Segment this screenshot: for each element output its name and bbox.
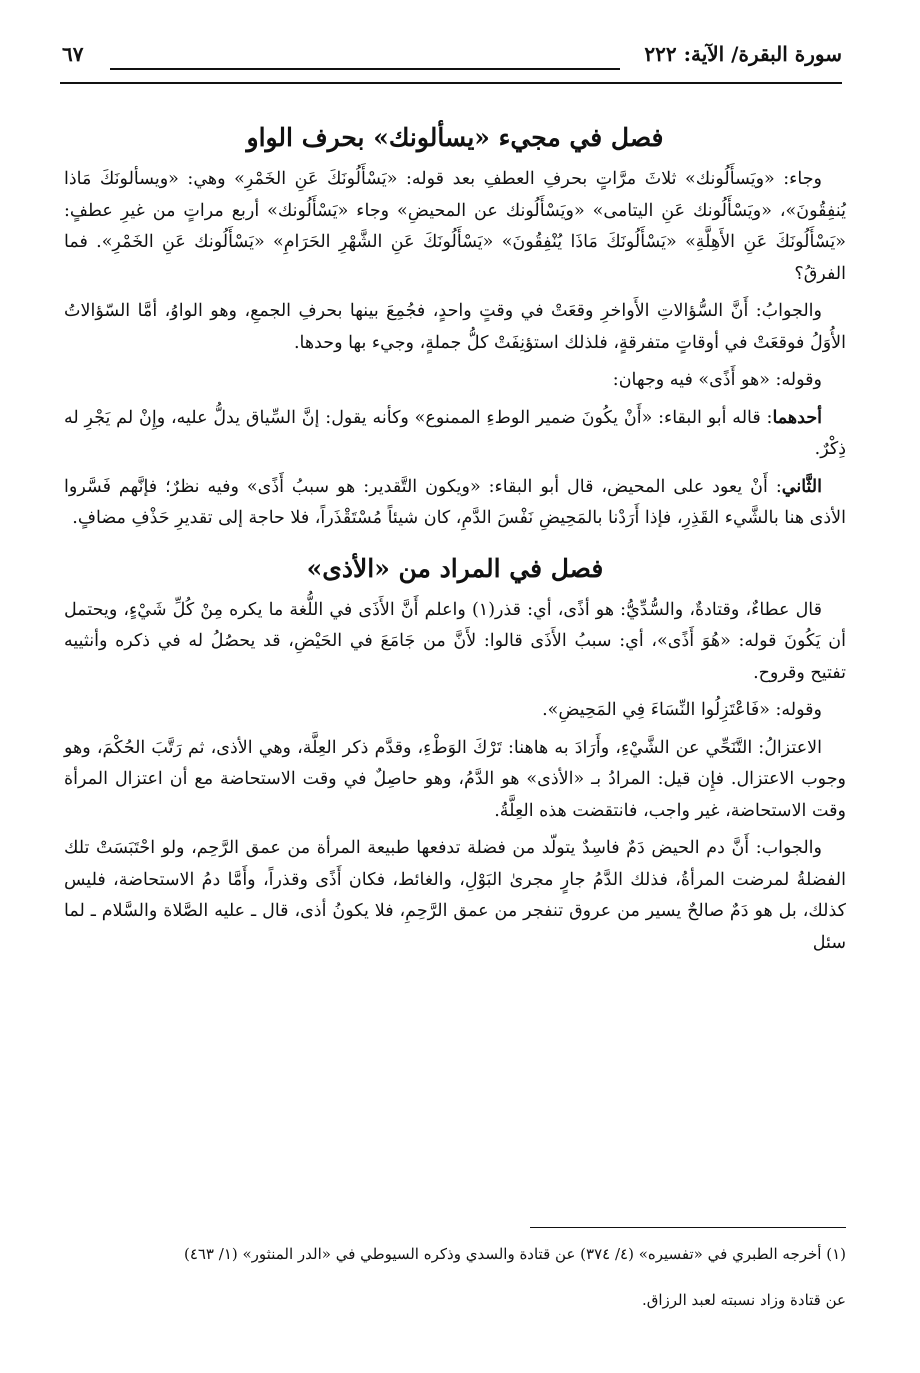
page-number: ٦٧ — [62, 42, 84, 66]
header-rule — [60, 82, 842, 84]
footnote-separator — [530, 1227, 846, 1228]
running-header — [60, 38, 842, 84]
section-title: فصل في المراد من «الأذى» — [306, 553, 604, 583]
paragraph-text: : أَنْ يعود على المحيض، قال أبو البقاء: «ويكون التَّقدير: هو سببُ أَذًى» وفيه نظرٌ؛ فإنَّهم فَسَّروا الأذى هنا بالشَّيء القَذِرِ، فإذا أَرَدْنا بالمَحِيضِ نَفْسَ الدَّمِ، كان شيئاً مُسْتَقْذَراً، فلا حاجة إلى تقديرِ حَذْفِ مضافٍ. — [64, 476, 846, 528]
paragraph: وقوله: «هو أَذًى» فيه وجهان: — [612, 370, 822, 390]
running-header-surah: سورة البقرة/ الآية: ٢٢٢ — [644, 42, 842, 66]
paragraph-text: : قاله أبو البقاء: «أَنْ يكُونَ ضمير الوطءِ الممنوع» وكأنه يقول: إنَّ السِّياق يدلُّ عليه، وإِنْ لم يَجْرِ له ذِكْرٌ. — [64, 407, 846, 459]
paragraph: وجاء: «ويَسأَلُونك» ثلاثَ مرَّاتٍ بحرفِ العطفِ بعد قوله: «يَسْأَلُونَكَ عَنِ الخَمْرِ» وهي: «ويسألونَكَ مَاذا يُنفِقُونَ»، «ويَسْأَلُونك عَنِ اليتامى» «ويَسْأَلُونك عن المحيضِ» وجاء «يَسْأَلُونك» أربع مراتٍ من غيرِ عطفٍ: «يَسْأَلُونَكَ عَنِ الأَهِلَّةِ» «يَسْأَلُونَكَ مَاذَا يُنْفِقُونَ» «يَسْأَلُونَكَ عَنِ الشَّهْرِ الحَرَامِ» «يَسْأَلُونك عَنِ الخَمْرِ». فما الفرقُ؟ — [64, 169, 846, 284]
paragraph — [64, 403, 846, 466]
footnotes — [64, 1240, 846, 1324]
footnote: (١) أخرجه الطبري في «تفسيره» (٤/ ٣٧٤) عن قتادة والسدي وذكره السيوطي في «الدر المنثور» (١/ ٤٦٣) — [183, 1245, 846, 1263]
paragraph: والجواب: أَنَّ دم الحيض دَمٌ فاسِدٌ يتولّد من فضلة تدفعها طبيعة المرأة من عمق الرَّحِم، ولو احْتَبَسَتْ تلك الفضلةُ لمرضت المرأةُ، فذلك الدَّمُ جارٍ مجرىٰ البَوْلِ، والغائط، فكان أَذًى وقذراً، وأَمَّا دمُ الاستحاضة، فليس كذلك، بل هو دَمٌ صالحٌ يسير من عروق تنفجر من عمق الرَّحِمِ، فلا يكونُ أذى، قال ـ عليه الصَّلاة والسَّلام ـ لما سئل — [64, 838, 846, 953]
paragraph — [64, 472, 846, 535]
section-title: فصل في مجيء «يسألونك» بحرف الواو — [246, 123, 664, 152]
paragraph-term: أحدهما — [772, 407, 822, 428]
header-leader-line — [110, 68, 620, 70]
footnote-continuation: عن قتادة وزاد نسبته لعبد الرزاق. — [641, 1291, 846, 1309]
paragraph: وقوله: «فَاعْتَزِلُوا النِّسَاءَ فِي المَحِيضِ». — [542, 700, 822, 720]
paragraph: قال عطاءٌ، وقتادةٌ، والسُّدِّيُّ: هو أذًى، أي: قذر(١) واعلم أَنَّ الأَذَى في اللُّغة ما يكره مِنْ كُلِّ شَيْءٍ، ويحتمل أن يَكُونَ قوله: «هُوَ أَذًى»، أي: سببُ الأَذَى قالوا: لأَنَّ من جَامَعَ في الحَيْضِ، قد يحصُلُ له في ذكره وأنثييه تفتيح وقروح. — [64, 599, 846, 683]
main-text — [64, 118, 846, 965]
paragraph: والجوابُ: أَنَّ السُّؤالاتِ الأَواخرِ وقعَتْ في وقتٍ واحدٍ، فجُمِعَ بينها بحرفِ الجمعِ، وهو الواوُ، أمَّا السّؤالاتُ الأُوَلُ فوقعَتْ في أوقاتٍ متفرقةٍ، فلذلك استؤنِفَتْ كلُّ جملةٍ، وجيء بها وحدها. — [64, 301, 846, 353]
paragraph: الاعتزالُ: التَّنَحِّي عن الشَّيْءِ، وأَرَادَ به هاهنا: تَرْكَ الوَطْءِ، وقدَّم ذكر العِلَّة، وهي الأذى، ثم رَتَّبَ الحُكْمَ، وهو وجوب الاعتزال. فإِن قيل: المرادُ بـ «الأذى» هو الدَّمُ، وهو حاصِلٌ في وقت الاستحاضة مع أن اعتزال المرأة وقت الاستحاضة، غير واجب، فانتقضت هذه العِلَّةُ. — [64, 737, 846, 821]
paragraph-term: الثَّاني — [781, 476, 822, 497]
